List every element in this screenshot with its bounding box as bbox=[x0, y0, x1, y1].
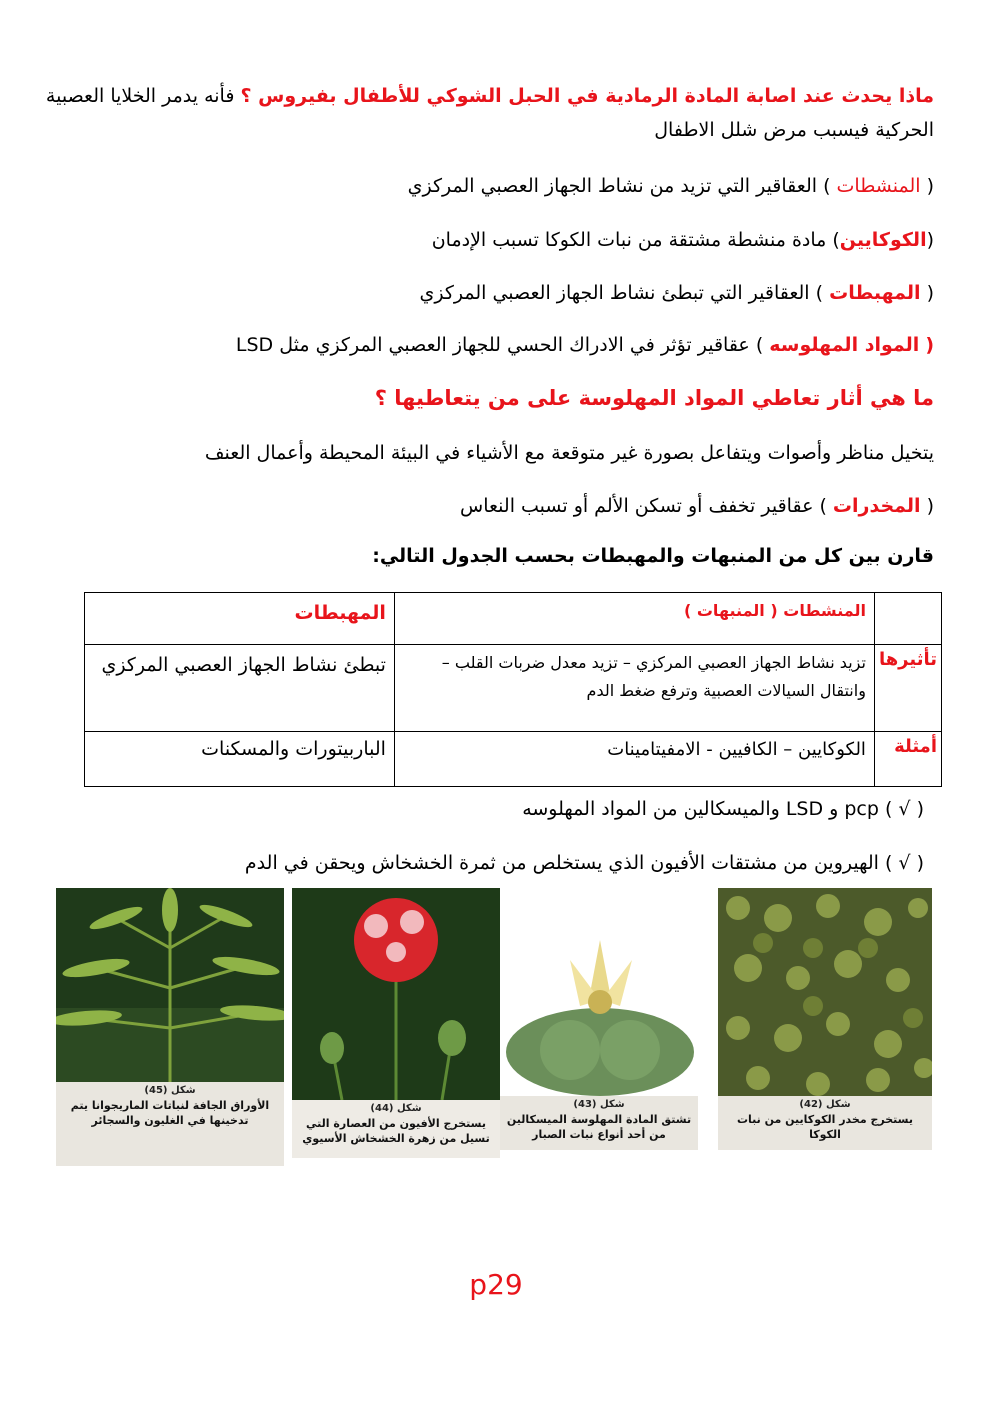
answer-hallucinogen-effects: يتخيل مناظر وأصوات ويتفاعل بصورة غير متوقعة مع الأشياء في البيئة المحيطة وأعمال العنف bbox=[204, 442, 934, 464]
figure-number: شكل (42) bbox=[799, 1099, 851, 1110]
comparison-table bbox=[84, 592, 942, 787]
figure-44-caption bbox=[292, 1100, 500, 1158]
check-text: pcp و LSD والميسكالين من المواد المهلوسه bbox=[522, 798, 879, 820]
figure-45 bbox=[56, 888, 284, 1166]
coca-plant-photo bbox=[718, 888, 932, 1096]
paren-close: ) bbox=[823, 175, 831, 197]
header-stimulants: المنشطات ( المنبهات ) bbox=[394, 593, 874, 645]
answer-continuation: الحركية فيسبب مرض شلل الاطفال bbox=[654, 119, 934, 141]
paren-open: ( bbox=[926, 229, 934, 251]
cell-depressants-examples: الباربيتورات والمسكنات bbox=[85, 732, 395, 787]
definition-text: العقاقير التي تبطئ نشاط الجهاز العصبي المركزي bbox=[419, 282, 810, 304]
question-polio bbox=[46, 82, 934, 110]
definition-text: عقاقير تخفف أو تسكن الألم أو تسبب النعاس bbox=[460, 495, 814, 517]
check-text: الهيروين من مشتقات الأفيون الذي يستخلص من ثمرة الخشخاش ويحقن في الدم bbox=[244, 852, 879, 874]
figure-caption: الأوراق الجافة لنباتات الماريجوانا يتم تدخينها في الغليون والسجائر bbox=[70, 1099, 270, 1127]
term-hallucinogens: المواد المهلوسه bbox=[769, 334, 920, 356]
table-header-row bbox=[85, 593, 942, 645]
paren-close: ) bbox=[832, 229, 840, 251]
definition-text: عقاقير تؤثر في الادراك الحسي للجهاز العصبي المركزي مثل LSD bbox=[235, 334, 750, 356]
cell-stimulants-examples: الكوكايين – الكافيين - الامفيتامينات bbox=[394, 732, 874, 787]
check-item-heroin bbox=[245, 849, 924, 877]
figure-caption: تشتق المادة المهلوسة الميسكالين من أحد أنواع نبات الصبار bbox=[506, 1113, 692, 1141]
paren-open: ( bbox=[926, 495, 934, 517]
definition-cocaine bbox=[432, 226, 934, 254]
table-corner-cell bbox=[874, 593, 941, 645]
paren-open: ( bbox=[926, 175, 934, 197]
figure-number: شكل (44) bbox=[370, 1103, 422, 1114]
definition-hallucinogens bbox=[236, 331, 934, 359]
figure-45-caption bbox=[56, 1082, 284, 1166]
definition-text: العقاقير التي تزيد من نشاط الجهاز العصبي المركزي bbox=[407, 175, 818, 197]
check-item-hallucinogens bbox=[522, 795, 924, 823]
check-mark: ( √ ) bbox=[884, 798, 924, 820]
figure-43-caption bbox=[500, 1096, 698, 1150]
peyote-cactus-photo bbox=[500, 910, 698, 1096]
poppy-flower-photo bbox=[292, 888, 500, 1100]
header-depressants: المهبطات bbox=[85, 593, 395, 645]
row-label-examples: أمثلة bbox=[874, 732, 941, 787]
term-depressants: المهبطات bbox=[829, 282, 921, 304]
question-text: ماذا يحدث عند اصابة المادة الرمادية في الحبل الشوكي للأطفال بفيروس ؟ bbox=[240, 85, 934, 107]
compare-heading: قارن بين كل من المنبهات والمهبطات بحسب الجدول التالي: bbox=[372, 545, 934, 567]
figure-caption: يستخرج مخدر الكوكايين من نبات الكوكا bbox=[736, 1113, 913, 1141]
cell-stimulants-effects: تزيد نشاط الجهاز العصبي المركزي – تزيد معدل ضربات القلب – وانتقال السيالات العصبية وترفع ضغط الدم bbox=[394, 645, 874, 732]
cannabis-plant-photo bbox=[56, 888, 284, 1086]
definition-narcotics bbox=[460, 492, 934, 520]
table-row bbox=[85, 645, 942, 732]
row-label-effects: تأثيرها bbox=[874, 645, 941, 732]
term-narcotics: المخدرات bbox=[832, 495, 921, 517]
answer-text: فأنه يدمر الخلايا العصبية bbox=[45, 85, 235, 107]
definition-stimulants bbox=[408, 172, 934, 200]
definition-text: مادة منشطة مشتقة من نبات الكوكا تسبب الإدمان bbox=[431, 229, 827, 251]
paren-open: ( bbox=[926, 282, 934, 304]
figure-42 bbox=[718, 888, 932, 1150]
term-cocaine: الكوكايين bbox=[839, 229, 927, 251]
definition-depressants bbox=[419, 279, 934, 307]
figure-43 bbox=[500, 910, 698, 1150]
paren-close: ) bbox=[819, 495, 827, 517]
term-stimulants: المنشطات bbox=[836, 175, 921, 197]
cell-depressants-effects: تبطئ نشاط الجهاز العصبي المركزي bbox=[85, 645, 395, 732]
figure-44 bbox=[292, 888, 500, 1158]
check-mark: ( √ ) bbox=[884, 852, 924, 874]
table-row bbox=[85, 732, 942, 787]
page-number: p29 bbox=[469, 1268, 523, 1301]
paren-close: ) bbox=[815, 282, 824, 304]
paren-close: ) bbox=[755, 334, 764, 356]
figure-number: شكل (43) bbox=[573, 1099, 625, 1110]
figure-number: شكل (45) bbox=[144, 1085, 196, 1096]
figure-42-caption bbox=[718, 1096, 932, 1150]
question-hallucinogen-effects: ما هي أثار تعاطي المواد المهلوسة على من يتعاطيها ؟ bbox=[374, 386, 934, 410]
paren-open: ( bbox=[925, 334, 934, 356]
figure-caption: يستخرج الأفيون من العصارة التي تسيل من زهرة الخشخاش الأسيوي bbox=[302, 1117, 490, 1145]
